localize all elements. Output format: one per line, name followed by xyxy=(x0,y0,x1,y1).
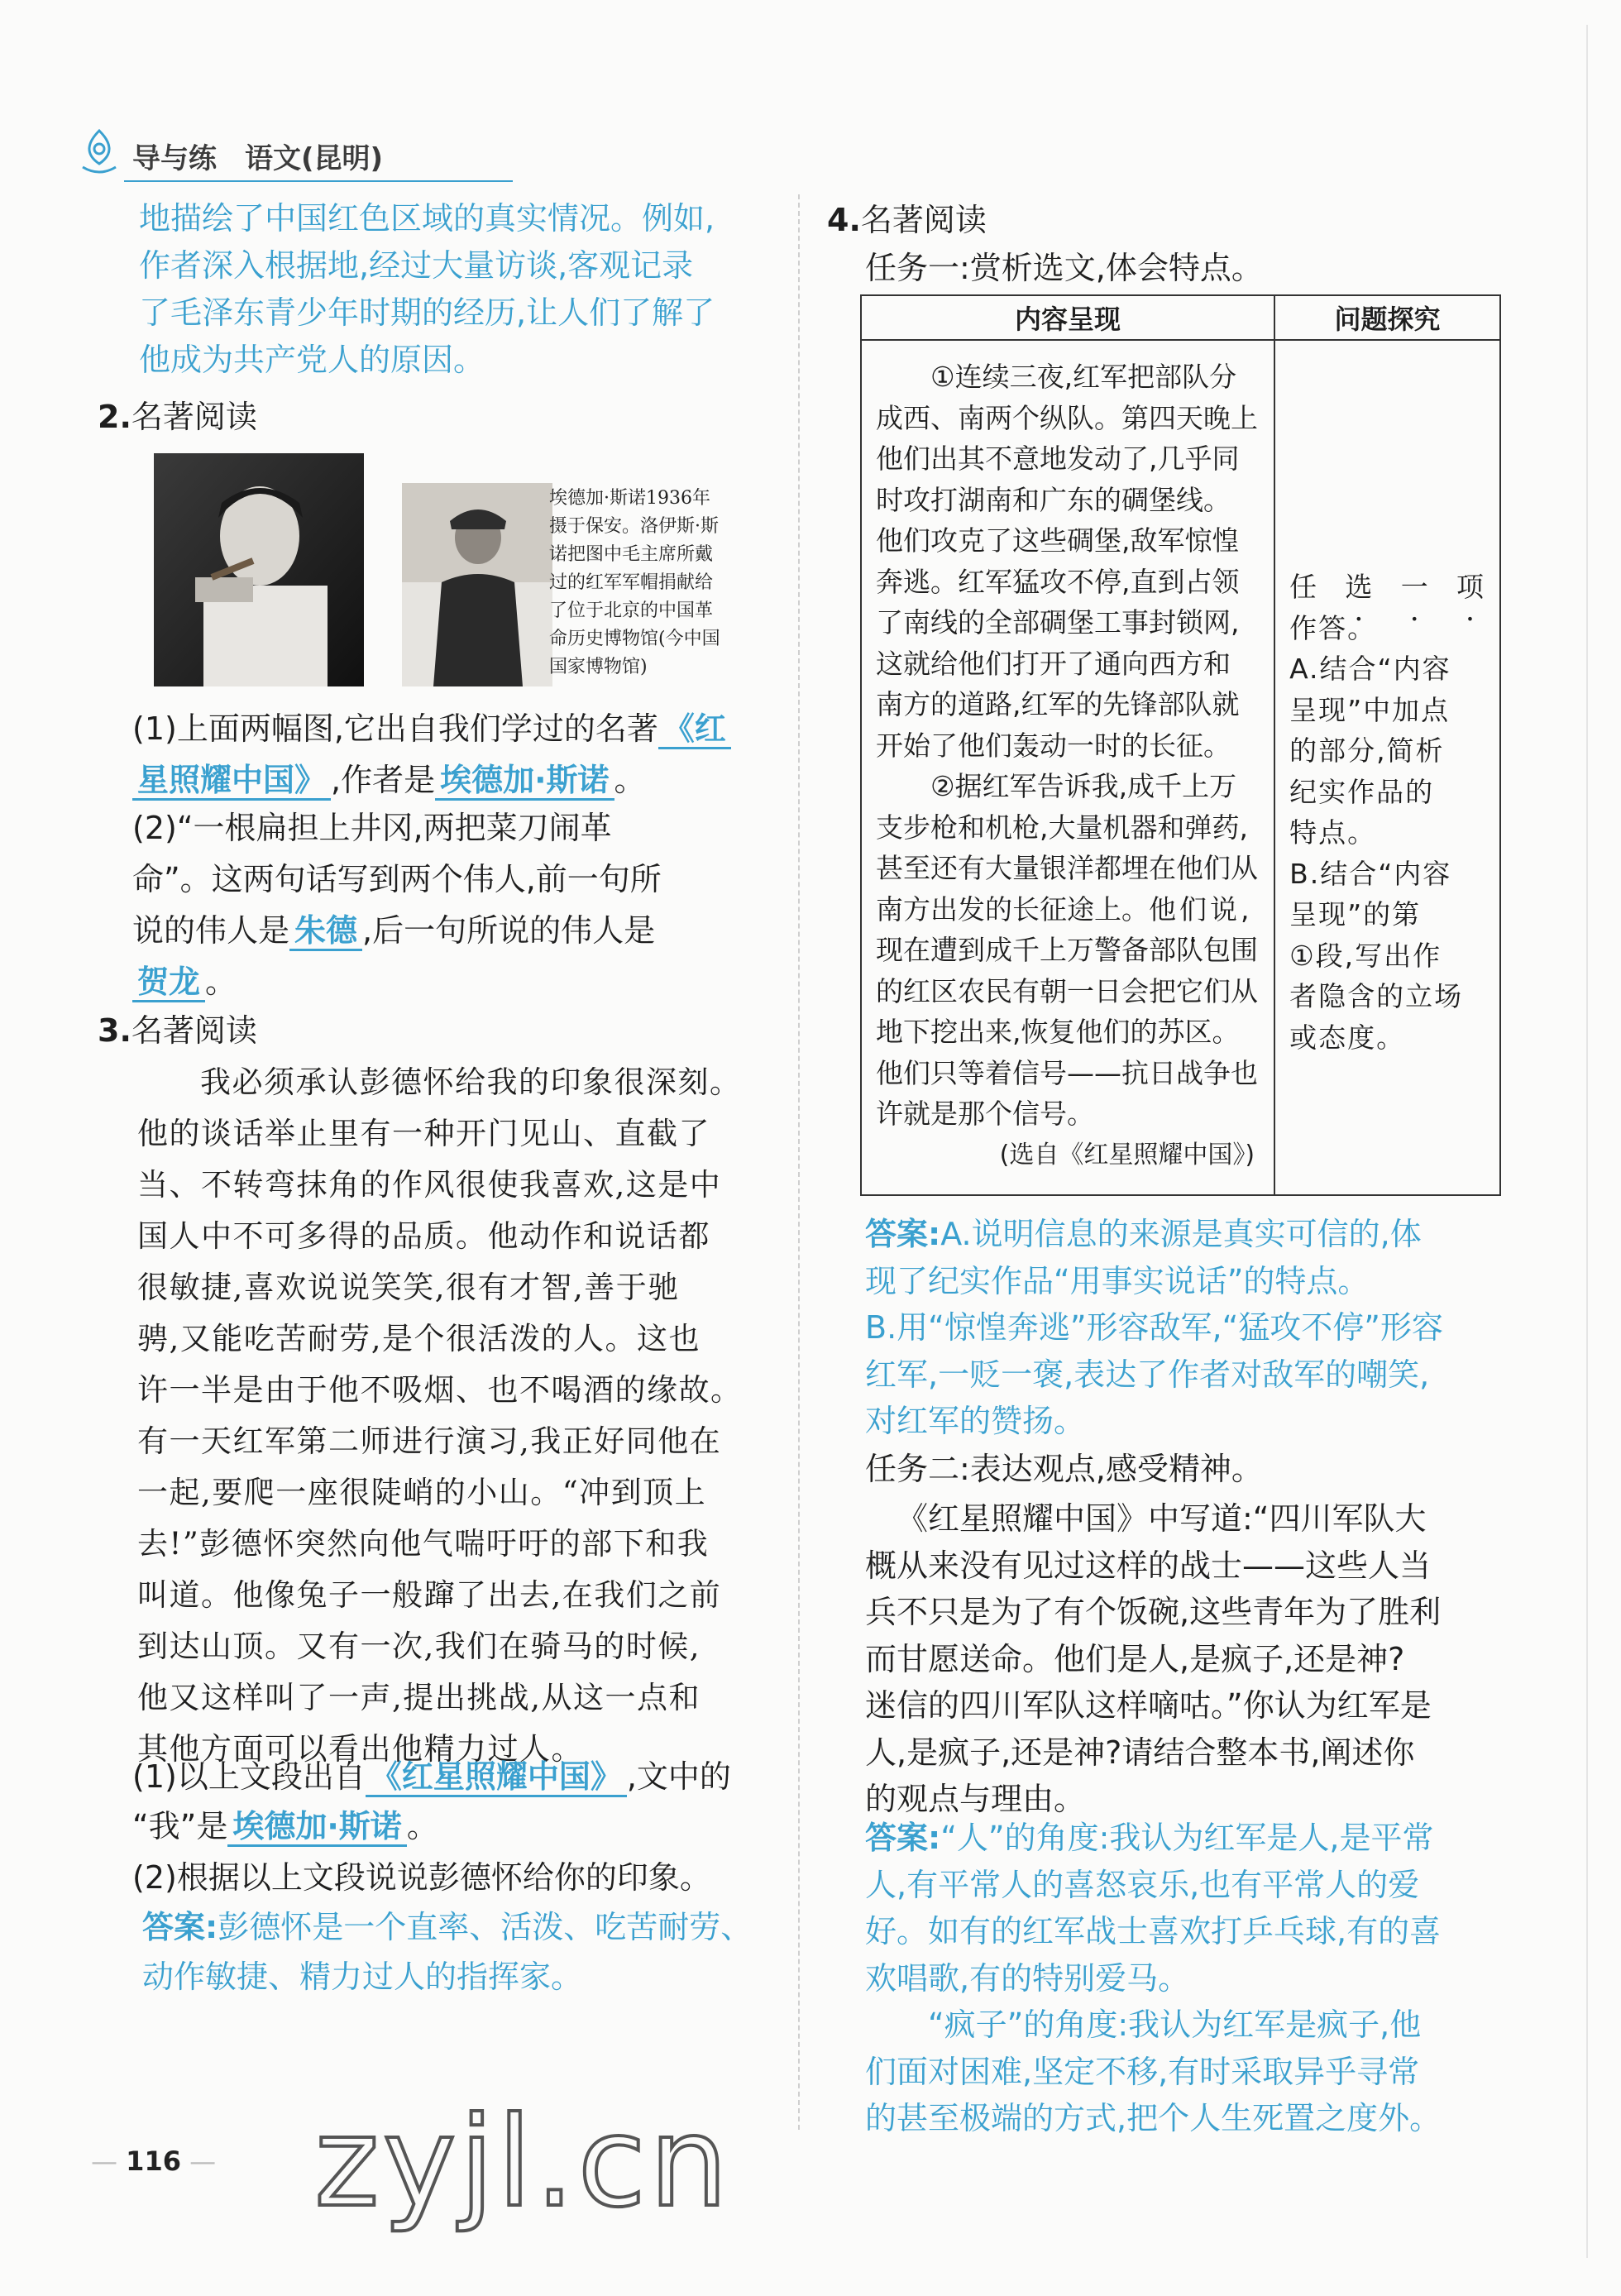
content-line: 成西、南两个纵队。第四天晚上 xyxy=(876,401,1258,434)
content-text: 南方出发的长征途上。 xyxy=(876,892,1149,926)
passage-line: 当、不转弯抹角的作风很使我喜欢,这是中 xyxy=(137,1167,722,1203)
question-text: “我”是 xyxy=(132,1808,228,1844)
page-edge-line xyxy=(1586,25,1588,2258)
inquiry-line: 者隐含的立场 xyxy=(1289,980,1464,1012)
continued-answer-line: 地描绘了中国红色区域的真实情况。例如, xyxy=(139,200,715,237)
table-header-content: 内容呈现 xyxy=(861,295,1274,340)
inquiry-line: 特点。 xyxy=(1289,816,1377,849)
question-3-heading xyxy=(98,1007,257,1055)
header-title: 导与练 语文(昆明) xyxy=(132,142,384,175)
question-text: ,文中的 xyxy=(626,1758,731,1795)
passage-line: 国人中不可多得的品质。他动作和说话都 xyxy=(137,1218,710,1254)
answer-text: B.用“惊惶奔逃”形容敌军,“猛攻不停”形容 xyxy=(865,1309,1443,1346)
passage-line: 一起,要爬一座很陡峭的小山。“冲到顶上 xyxy=(137,1475,707,1510)
answer-text: “人”的角度:我认为红军是人,是平常 xyxy=(940,1820,1434,1856)
answer-text: “疯子”的角度:我认为红军是疯子,他 xyxy=(928,2007,1422,2043)
answer-author: 埃德加·斯诺 xyxy=(435,762,614,801)
header-rule xyxy=(124,180,513,182)
content-line: 他们攻克了这些碉堡,敌军惊惶 xyxy=(876,524,1240,557)
continued-answer-line: 他成为共产党人的原因。 xyxy=(139,342,485,378)
passage-line: 叫道。他像兔子一般蹿了出去,在我们之前 xyxy=(137,1577,722,1613)
content-line: ②据红军告诉我,成千上万 xyxy=(930,770,1237,802)
answer-text: 们面对困难,坚定不移,有时采取异乎寻常 xyxy=(865,2053,1420,2090)
answer-book-title: 《红 xyxy=(658,710,731,749)
answer-text: 的甚至极端的方式,把个人生死置之度外。 xyxy=(865,2100,1442,2136)
page-number-value: 116 xyxy=(126,2145,181,2177)
content-line: 他们只等着信号——抗日战争也 xyxy=(876,1056,1258,1089)
answer-text: 欢唱歌,有的特别爱马。 xyxy=(865,1959,1190,1997)
task-2-answer xyxy=(865,1815,1510,2142)
answer-label: 答案: xyxy=(865,1216,941,1252)
passage-line: 骋,又能吃苦耐劳,是个很活泼的人。这也 xyxy=(137,1321,701,1356)
caption-line: 命历史博物馆(今中国 xyxy=(549,629,720,649)
answer-text: 现了纪实作品“用事实说话”的特点。 xyxy=(865,1262,1370,1299)
content-line: 现在遭到成千上万警备部队包围 xyxy=(876,934,1258,966)
passage-line: 他又这样叫了一声,提出挑战,从这一点和 xyxy=(137,1680,701,1715)
answer-book-title-cont: 星照耀中国》 xyxy=(132,762,331,801)
column-divider xyxy=(798,194,800,2130)
caption-line: 过的红军军帽捐献给 xyxy=(549,572,714,593)
question-text: (2)“一根扁担上井冈,两把菜刀闹革 xyxy=(132,810,612,846)
prompt-line: 概从来没有见过这样的战士——这些人当 xyxy=(865,1547,1432,1584)
question-3-part-1 xyxy=(132,1752,777,1851)
prompt-line: 兵不只是为了有个饭碗,这些青年为了胜利 xyxy=(865,1594,1442,1630)
task-2-heading: 任务二:表达观点,感受精神。 xyxy=(865,1451,1263,1487)
table-header-inquiry: 问题探究 xyxy=(1274,295,1500,340)
content-line: 支步枪和机枪,大量机器和弹药, xyxy=(876,811,1248,844)
caption-line: 埃德加·斯诺1936年 xyxy=(549,488,710,509)
caption-line: 了位于北京的中国革 xyxy=(549,600,714,621)
question-number: 2. xyxy=(98,399,131,435)
question-title: 名著阅读 xyxy=(131,399,257,435)
answer-label: 答案: xyxy=(142,1909,218,1945)
inquiry-line: 纪实作品的 xyxy=(1289,775,1435,808)
photo-caption xyxy=(549,485,764,682)
page-number: — 116 — xyxy=(91,2145,217,2177)
prompt-line: 而甘愿送命。他们是人,是疯子,还是神? xyxy=(865,1640,1405,1677)
content-line: ①连续三夜,红军把部队分 xyxy=(930,361,1237,393)
table-cell-content xyxy=(861,340,1274,1195)
content-text: , xyxy=(1241,892,1250,926)
question-2-part-1 xyxy=(132,703,777,806)
passage-line: 我必须承认彭德怀给我的印象很深刻。 xyxy=(200,1064,742,1100)
passage-line: 其他方面可以看出他精力过人。 xyxy=(137,1731,583,1767)
inquiry-line: 的部分,简析 xyxy=(1289,734,1445,767)
continued-answer-line: 作者深入根据地,经过大量访谈,客观记录 xyxy=(139,247,694,284)
header-logo-icon xyxy=(76,126,122,182)
question-3-answer xyxy=(142,1902,779,2002)
answer-text: 动作敏捷、精力过人的指挥家。 xyxy=(142,1959,583,1995)
passage-line: 他的谈话举止里有一种开门见山、直截了 xyxy=(137,1116,710,1151)
content-line: 的红区农民有朝一日会把它们从 xyxy=(876,974,1258,1007)
answer-person-2: 贺龙 xyxy=(132,964,205,1002)
passage-line: 很敏捷,喜欢说说笑笑,很有才智,善于驰 xyxy=(137,1270,680,1305)
answer-text: 彭德怀是一个直率、活泼、吃苦耐劳、 xyxy=(218,1909,753,1945)
passage-line: 有一天红军第二师进行演习,我正好同他在 xyxy=(137,1423,722,1459)
content-line: 甚至还有大量银洋都埋在他们从 xyxy=(876,852,1258,884)
reading-passage xyxy=(137,1057,774,1775)
question-number: 4. xyxy=(827,202,861,238)
answer-text: 人,有平常人的喜怒哀乐,也有平常人的爱 xyxy=(865,1866,1420,1903)
caption-line: 国家博物馆) xyxy=(549,657,648,677)
content-table xyxy=(860,294,1501,1196)
answer-label: 答案: xyxy=(865,1820,941,1856)
question-text: 。 xyxy=(406,1808,438,1844)
dotted-emphasis-text: 他们说 xyxy=(1149,892,1241,926)
answer-text: A.说明信息的来源是真实可信的,体 xyxy=(940,1216,1422,1252)
answer-text: 好。如有的红军战士喜欢打乒乓球,有的喜 xyxy=(865,1913,1442,1949)
question-title: 名著阅读 xyxy=(860,202,987,238)
content-line: 时攻打湖南和广东的碉堡线。 xyxy=(876,483,1231,516)
prompt-line: 《红星照耀中国》中写道:“四川军队大 xyxy=(897,1500,1427,1537)
question-2-heading xyxy=(98,394,257,441)
inquiry-line: A.结合“内容 xyxy=(1289,653,1451,685)
answer-person-1: 朱德 xyxy=(289,912,362,951)
content-line: 地下挖出来,恢复他们的苏区。 xyxy=(876,1016,1240,1048)
question-2-part-2 xyxy=(132,802,777,1007)
question-text: ,作者是 xyxy=(331,762,436,798)
caption-line: 摄于保安。洛伊斯·斯 xyxy=(549,516,719,537)
question-text: (1)上面两幅图,它出自我们学过的名著 xyxy=(132,710,658,747)
answer-text: 对红军的赞扬。 xyxy=(865,1403,1086,1439)
content-line: 奔逃。红军猛攻不停,直到占领 xyxy=(876,565,1240,598)
task-1-answer xyxy=(865,1211,1502,1445)
inquiry-line: 呈现”中加点 xyxy=(1289,693,1451,726)
question-number: 3. xyxy=(98,1012,131,1049)
passage-line: 去!”彭德怀突然向他气喘吁吁的部下和我 xyxy=(137,1526,710,1562)
question-text: 。 xyxy=(614,762,646,798)
content-line: 南方的道路,红军的先锋部队就 xyxy=(876,688,1240,720)
question-text: ,后一句所说的伟人是 xyxy=(362,912,656,949)
question-text: (1)以上文段出自 xyxy=(132,1758,366,1795)
mao-portrait-photo xyxy=(402,483,552,686)
prompt-line: 迷信的四川军队这样嘀咕。”你认为红军是 xyxy=(865,1687,1432,1724)
content-line: 开始了他们轰动一时的长征。 xyxy=(876,729,1231,762)
inquiry-first-line xyxy=(1289,567,1490,608)
continued-answer xyxy=(139,195,767,384)
task-1-heading: 任务一:赏析选文,体会特点。 xyxy=(865,250,1263,286)
answer-narrator: 埃德加·斯诺 xyxy=(227,1808,406,1847)
prompt-line: 人,是疯子,还是神?请结合整本书,阐述你 xyxy=(865,1734,1415,1771)
content-line: 许就是那个信号。 xyxy=(876,1098,1094,1130)
question-3-part-2: (2)根据以上文段说说彭德怀给你的印象。 xyxy=(132,1859,711,1896)
watermark: zyjl.cn xyxy=(314,2091,732,2235)
inquiry-line: 作答。 xyxy=(1289,611,1377,644)
dotted-emphasis-text: 选 • xyxy=(1345,567,1374,608)
answer-text: 红军,一贬一褒,表达了作者对敌军的嘲笑, xyxy=(865,1356,1430,1393)
inquiry-line: B.结合“内容 xyxy=(1289,857,1452,890)
inquiry-line: ①段,写出作 xyxy=(1289,939,1442,972)
inquiry-line: 或态度。 xyxy=(1289,1021,1406,1054)
content-line: 他们出其不意地发动了,几乎同 xyxy=(876,442,1240,475)
question-text: 说的伟人是 xyxy=(132,912,290,949)
snow-portrait-photo xyxy=(154,453,364,686)
task-2-prompt xyxy=(865,1495,1510,1823)
question-text: 命”。这两句话写到两个伟人,前一句所 xyxy=(132,861,662,897)
question-text: 。 xyxy=(205,964,237,1000)
passage-line: 到达山顶。又有一次,我们在骑马的时候, xyxy=(137,1629,701,1664)
answer-book-title: 《红星照耀中国》 xyxy=(366,1758,627,1797)
continued-answer-line: 了毛泽东青少年时期的经历,让人们了解了 xyxy=(139,294,715,331)
caption-line: 诺把图中毛主席所戴 xyxy=(549,544,714,565)
passage-line: 许一半是由于他不吸烟、也不喝酒的缘故。 xyxy=(137,1372,743,1408)
inquiry-line: 呈现”的第 xyxy=(1289,898,1422,930)
content-line: 了南线的全部碉堡工事封锁网, xyxy=(876,606,1240,639)
question-4-heading xyxy=(827,197,987,244)
content-source: (选自《红星照耀中国》) xyxy=(999,1140,1255,1170)
content-line: 这就给他们打开了通向西方和 xyxy=(876,647,1231,680)
question-title: 名著阅读 xyxy=(131,1012,257,1049)
prompt-line: 的观点与理由。 xyxy=(865,1781,1086,1817)
dotted-emphasis-text: 一 • xyxy=(1401,567,1430,608)
inquiry-text: 任 xyxy=(1289,571,1319,603)
dotted-emphasis-text: 项 • xyxy=(1456,567,1485,608)
table-cell-inquiry xyxy=(1274,340,1500,1195)
